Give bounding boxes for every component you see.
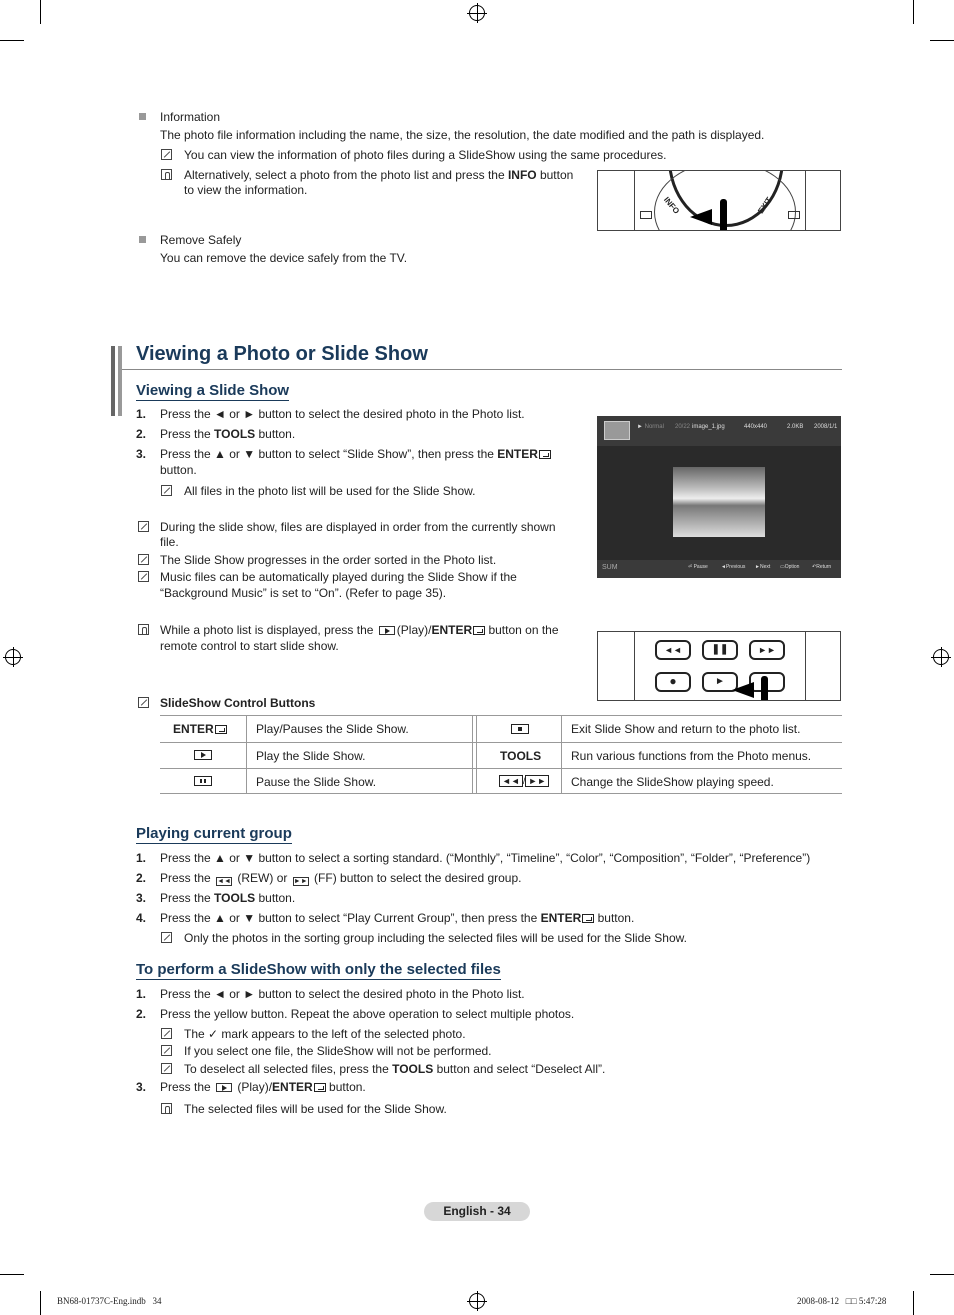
bullet-square-icon bbox=[139, 113, 146, 120]
step-number: 2. bbox=[136, 427, 147, 441]
group-step-1: Press the ▲ or ▼ button to select a sorting standard. (“Monthly”, “Timeline”, “Color”, “Composition”, “Folder”, “Preference”) bbox=[160, 851, 811, 865]
info-note-2b: to view the information. bbox=[184, 183, 308, 197]
note-icon bbox=[161, 485, 172, 496]
slideshow-note-1b: file. bbox=[160, 535, 179, 549]
enter-icon bbox=[215, 725, 227, 734]
group-step-4: Press the ▲ or ▼ button to select “Play Current Group”, then press the ENTER button. bbox=[160, 911, 635, 925]
table-divider bbox=[561, 715, 562, 793]
step-number: 1. bbox=[136, 851, 147, 865]
table-row-rule bbox=[160, 742, 842, 743]
table-row: ENTER bbox=[173, 722, 227, 737]
info-desc: The photo file information including the name, the size, the resolution, the date modified and the path is displayed. bbox=[160, 128, 765, 142]
slideshow-note-3: Music files can be automatically played during the Slide Show if the bbox=[160, 570, 517, 584]
page-number: English - 34 bbox=[424, 1202, 530, 1221]
selected-step-1: Press the ◄ or ► button to select the desired photo in the Photo list. bbox=[160, 987, 525, 1001]
note-icon bbox=[161, 149, 172, 160]
pause-button-icon: ❚❚ bbox=[702, 640, 738, 660]
step-number: 3. bbox=[136, 891, 147, 905]
table-cell: TOOLS bbox=[500, 749, 542, 763]
slideshow-step-3b: button. bbox=[160, 463, 197, 477]
table-divider bbox=[246, 715, 247, 793]
ff-button-icon: ►► bbox=[749, 640, 785, 660]
control-table-title: SlideShow Control Buttons bbox=[160, 696, 316, 710]
file-size: 2.0KB bbox=[787, 424, 804, 430]
ff-icon: ►► bbox=[293, 878, 308, 885]
crop-mark bbox=[930, 40, 954, 41]
table-row-rule bbox=[160, 793, 842, 794]
footer-date: 2008-08-12 □□ 5:47:28 bbox=[797, 1296, 887, 1306]
table-row-rule bbox=[160, 768, 842, 769]
play-button-icon: ► bbox=[702, 672, 738, 692]
step-number: 2. bbox=[136, 871, 147, 885]
hint-return: ↶Return bbox=[812, 564, 832, 570]
crop-mark bbox=[913, 1291, 914, 1315]
note-icon bbox=[161, 1028, 172, 1039]
sum-label: SUM bbox=[602, 564, 618, 571]
selected-note-1: The ✓ mark appears to the left of the selected photo. bbox=[184, 1027, 466, 1041]
crop-mark bbox=[0, 1274, 24, 1275]
play-icon bbox=[216, 1083, 232, 1092]
selected-note-3: To deselect all selected files, press the TOOLS button and select “Deselect All”. bbox=[184, 1062, 606, 1076]
file-name: image_1.jpg bbox=[692, 424, 725, 430]
stop-button-icon: ● bbox=[655, 672, 691, 692]
slideshow-step-2: Press the TOOLS button. bbox=[160, 427, 296, 441]
slideshow-step-3-note: All files in the photo list will be used for the Slide Show. bbox=[184, 484, 476, 498]
table-cell: Change the SlideShow playing speed. bbox=[571, 775, 774, 789]
remove-desc: You can remove the device safely from the TV. bbox=[160, 251, 408, 265]
rew-button-icon: ◄◄ bbox=[655, 640, 691, 660]
step-number: 1. bbox=[136, 407, 147, 421]
photo-preview bbox=[673, 467, 765, 537]
hint-pause: ⏎ Pause bbox=[688, 564, 708, 570]
note-icon bbox=[138, 697, 149, 708]
enter-icon bbox=[314, 1083, 326, 1092]
step-number: 2. bbox=[136, 1007, 147, 1021]
slideshow-note-1: During the slide show, files are displayed in order from the currently shown bbox=[160, 520, 556, 534]
group-note: Only the photos in the sorting group including the selected files will be used for the Slide Show. bbox=[184, 931, 687, 945]
file-count: 20/22 bbox=[675, 424, 691, 430]
note-icon bbox=[161, 1045, 172, 1056]
info-note: You can view the information of photo files during a SlideShow using the same procedures. bbox=[184, 148, 667, 162]
group-step-2: Press the ◄◄ (REW) or ►► (FF) button to select the desired group. bbox=[160, 871, 522, 885]
folder-icon bbox=[604, 421, 630, 440]
info-note-2: Alternatively, select a photo from the photo list and press the INFO button bbox=[184, 168, 574, 182]
group-heading: Playing current group bbox=[136, 825, 292, 842]
table-top-rule bbox=[160, 715, 842, 716]
slideshow-step-3: Press the ▲ or ▼ button to select “Slide Show”, then press the ENTER bbox=[160, 447, 551, 462]
crop-mark bbox=[930, 1274, 954, 1275]
slideshow-step-1: Press the ◄ or ► button to select the desired photo in the Photo list. bbox=[160, 407, 525, 421]
file-resolution: 440x440 bbox=[744, 424, 768, 430]
remote-playback-illustration bbox=[597, 631, 841, 701]
step-number: 3. bbox=[136, 447, 147, 461]
step-number: 3. bbox=[136, 1080, 147, 1094]
hand-icon bbox=[138, 624, 149, 635]
page-title: Viewing a Photo or Slide Show bbox=[136, 343, 428, 365]
title-rule bbox=[122, 369, 842, 370]
table-divider bbox=[472, 715, 477, 793]
hand-icon bbox=[161, 169, 172, 180]
heading-bar bbox=[118, 346, 122, 416]
hint-next: ►Next bbox=[755, 564, 771, 570]
slideshow-heading: Viewing a Slide Show bbox=[136, 382, 290, 399]
registration-mark-icon bbox=[5, 649, 21, 665]
note-icon bbox=[161, 1063, 172, 1074]
slideshow-note-2: The Slide Show progresses in the order sorted in the Photo list. bbox=[160, 553, 497, 567]
exit-label: EXIT bbox=[756, 195, 774, 216]
hint-previous: ◄Previous bbox=[721, 564, 746, 570]
table-cell: Run various functions from the Photo menus. bbox=[571, 749, 812, 763]
bullet-square-icon bbox=[139, 236, 146, 243]
registration-mark-icon bbox=[933, 649, 949, 665]
enter-icon bbox=[582, 914, 594, 923]
enter-icon bbox=[539, 450, 551, 459]
crop-mark bbox=[913, 0, 914, 24]
table-cell: Pause the Slide Show. bbox=[256, 775, 377, 789]
group-step-3: Press the TOOLS button. bbox=[160, 891, 296, 905]
pointer-icon bbox=[732, 682, 754, 698]
pointer-icon bbox=[690, 209, 712, 225]
play-icon bbox=[194, 750, 212, 760]
play-status: ► Normal bbox=[637, 424, 664, 430]
hint-option: ▭Option bbox=[780, 564, 800, 570]
step-number: 4. bbox=[136, 911, 147, 925]
note-icon bbox=[161, 932, 172, 943]
info-title: Information bbox=[160, 110, 221, 124]
table-cell: Exit Slide Show and return to the photo list. bbox=[571, 722, 801, 736]
selected-note-2: If you select one file, the SlideShow will not be performed. bbox=[184, 1044, 492, 1058]
info-label: INFO bbox=[661, 195, 682, 216]
selected-heading: To perform a SlideShow with only the selected files bbox=[136, 961, 501, 978]
crop-mark bbox=[0, 40, 24, 41]
slideshow-note-3b: “Background Music” is set to “On”. (Refer to page 35). bbox=[160, 586, 447, 600]
heading-bar bbox=[111, 346, 115, 416]
pause-icon bbox=[194, 776, 212, 786]
footer-file: BN68-01737C-Eng.indb 34 bbox=[57, 1296, 162, 1306]
selected-step-2: Press the yellow button. Repeat the above operation to select multiple photos. bbox=[160, 1007, 575, 1021]
stop-icon bbox=[511, 724, 529, 734]
note-icon bbox=[138, 521, 149, 532]
file-date: 2008/1/1 bbox=[814, 424, 838, 430]
registration-mark-icon bbox=[469, 5, 485, 21]
rew-icon: ◄◄ bbox=[217, 878, 231, 885]
step-number: 1. bbox=[136, 987, 147, 1001]
enter-icon bbox=[473, 626, 485, 635]
selected-hand-note: The selected files will be used for the Slide Show. bbox=[184, 1102, 447, 1116]
play-icon bbox=[379, 626, 395, 635]
table-cell: Play the Slide Show. bbox=[256, 749, 366, 763]
note-icon bbox=[138, 554, 149, 565]
selected-step-3: Press the (Play)/ENTER button. bbox=[160, 1080, 366, 1094]
remove-title: Remove Safely bbox=[160, 233, 242, 247]
rew-ff-icon: ◄◄ / ►► bbox=[499, 776, 549, 786]
hand-icon bbox=[161, 1103, 172, 1114]
note-icon bbox=[138, 571, 149, 582]
crop-mark bbox=[40, 1291, 41, 1315]
slideshow-hint: While a photo list is displayed, press the (Play)/ENTER button on the bbox=[160, 623, 559, 637]
table-cell: Play/Pauses the Slide Show. bbox=[256, 722, 409, 736]
slideshow-screen bbox=[597, 416, 841, 578]
crop-mark bbox=[40, 0, 41, 24]
checkmark-icon: ✓ bbox=[208, 1027, 219, 1041]
slideshow-hint-b: remote control to start slide show. bbox=[160, 639, 339, 653]
remote-info-illustration bbox=[597, 170, 841, 231]
registration-mark-icon bbox=[469, 1293, 485, 1309]
